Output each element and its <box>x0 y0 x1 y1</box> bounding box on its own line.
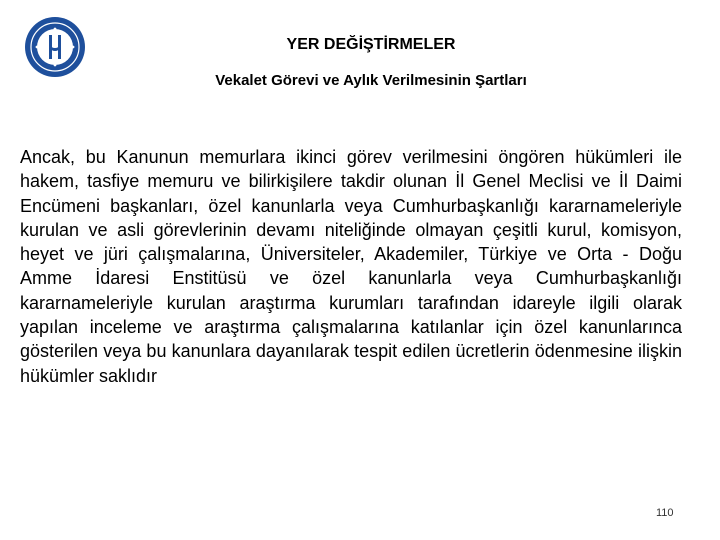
page-number: 110 <box>656 507 674 519</box>
page-title: YER DEĞİŞTİRMELER <box>286 36 456 53</box>
page-subtitle: Vekalet Görevi ve Aylık Verilmesinin Şartları <box>215 72 527 89</box>
body-paragraph: Ancak, bu Kanunun memurlara ikinci görev verilmesini öngören hükümleri ile hakem, tasfiye memuru ve bilirkişilere takdir olunan İl Genel Meclisi ve İl Daimi Encümeni başkanları, özel kanunlarla veya Cumhurbaşkanlığı kararnameleriyle kurulan ve asli görevlerinin devamı niteliğinde olmayan çeşitli kurul, komisyon, heyet ve jüri çalışmalarına, Üniversiteler, Akademiler, Türkiye ve Orta - Doğu Amme İdaresi Enstitüsü ve özel kanunlarla veya Cumhurbaşkanlığı kararnameleriyle kurulan araştırma kurumları tarafından idareyle ilgili olarak yapılan inceleme ve araştırma çalışmalarına katılanlar için özel kanunlarınca gösterilen veya bu kanunlara dayanılarak tespit edilen ücretlerin ödenmesine ilişkin hükümler saklıdır <box>20 147 682 386</box>
